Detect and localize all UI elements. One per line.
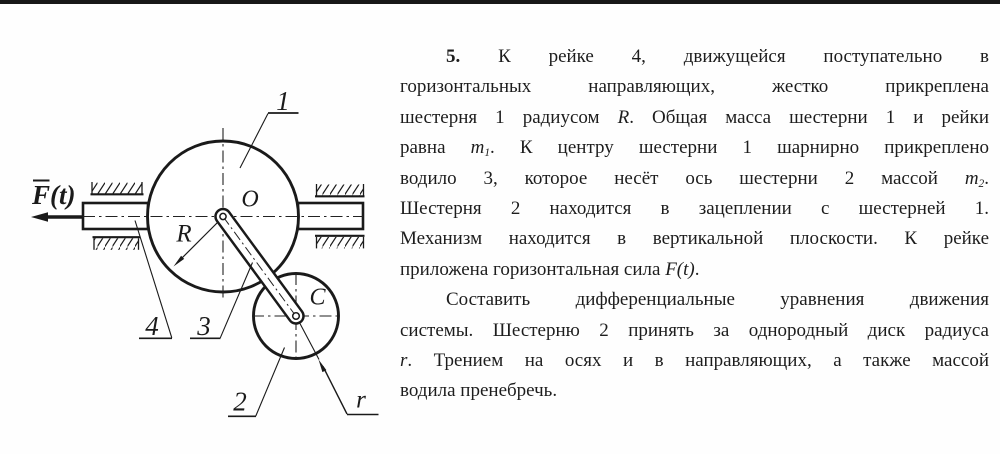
label-gear1: 1 xyxy=(276,86,290,116)
label-center-O: O xyxy=(241,186,259,213)
text-line: Составить дифференциальные уравнения движения xyxy=(446,289,989,311)
text-line: шестерня 1 радиусом R. Общая масса шестерни 1 и рейки xyxy=(400,106,989,128)
text-line: Шестерня 2 находится в зацеплении с шестерней 1. xyxy=(400,198,989,220)
mechanism-diagram xyxy=(0,0,420,454)
label-radius-R: R xyxy=(176,220,192,248)
guide-support-top-left xyxy=(91,182,144,194)
text-line: водило 3, которое несёт ось шестерни 2 массой $m_2$. xyxy=(400,167,989,190)
text-line: водила пренебречь. xyxy=(400,380,558,402)
text-line: системы. Шестерню 2 принять за однородный диск радиуса xyxy=(400,319,989,341)
text-line: приложена горизонтальная сила F(t). xyxy=(400,258,700,280)
hinge-O xyxy=(220,213,226,219)
force-label: F(t) xyxy=(32,180,76,210)
hinge-C xyxy=(293,313,300,320)
text-line: Механизм находится в вертикальной плоскости. К рейке xyxy=(400,228,989,250)
label-center-C: C xyxy=(309,284,326,311)
label-crank3: 3 xyxy=(197,311,211,341)
label-radius-r: r xyxy=(356,386,366,414)
label-gear2: 2 xyxy=(233,386,247,417)
guide-support-top-right xyxy=(315,184,365,196)
text-line: равна $m_1$. К центру шестерни 1 шарнирно прикреплено xyxy=(400,137,989,160)
text-line: r. Трением на осях и в направляющих, а также массой xyxy=(400,350,989,372)
radius-r-arrow xyxy=(319,360,379,415)
guide-support-bottom-right xyxy=(315,236,365,249)
label-rack4: 4 xyxy=(145,311,159,341)
text-line: 5. К рейке 4, движущейся поступательно в xyxy=(446,46,989,67)
guide-support-bottom-left xyxy=(93,237,141,250)
text-line: горизонтальных направляющих, жестко прикреплена xyxy=(400,76,989,98)
problem-text xyxy=(400,42,989,407)
